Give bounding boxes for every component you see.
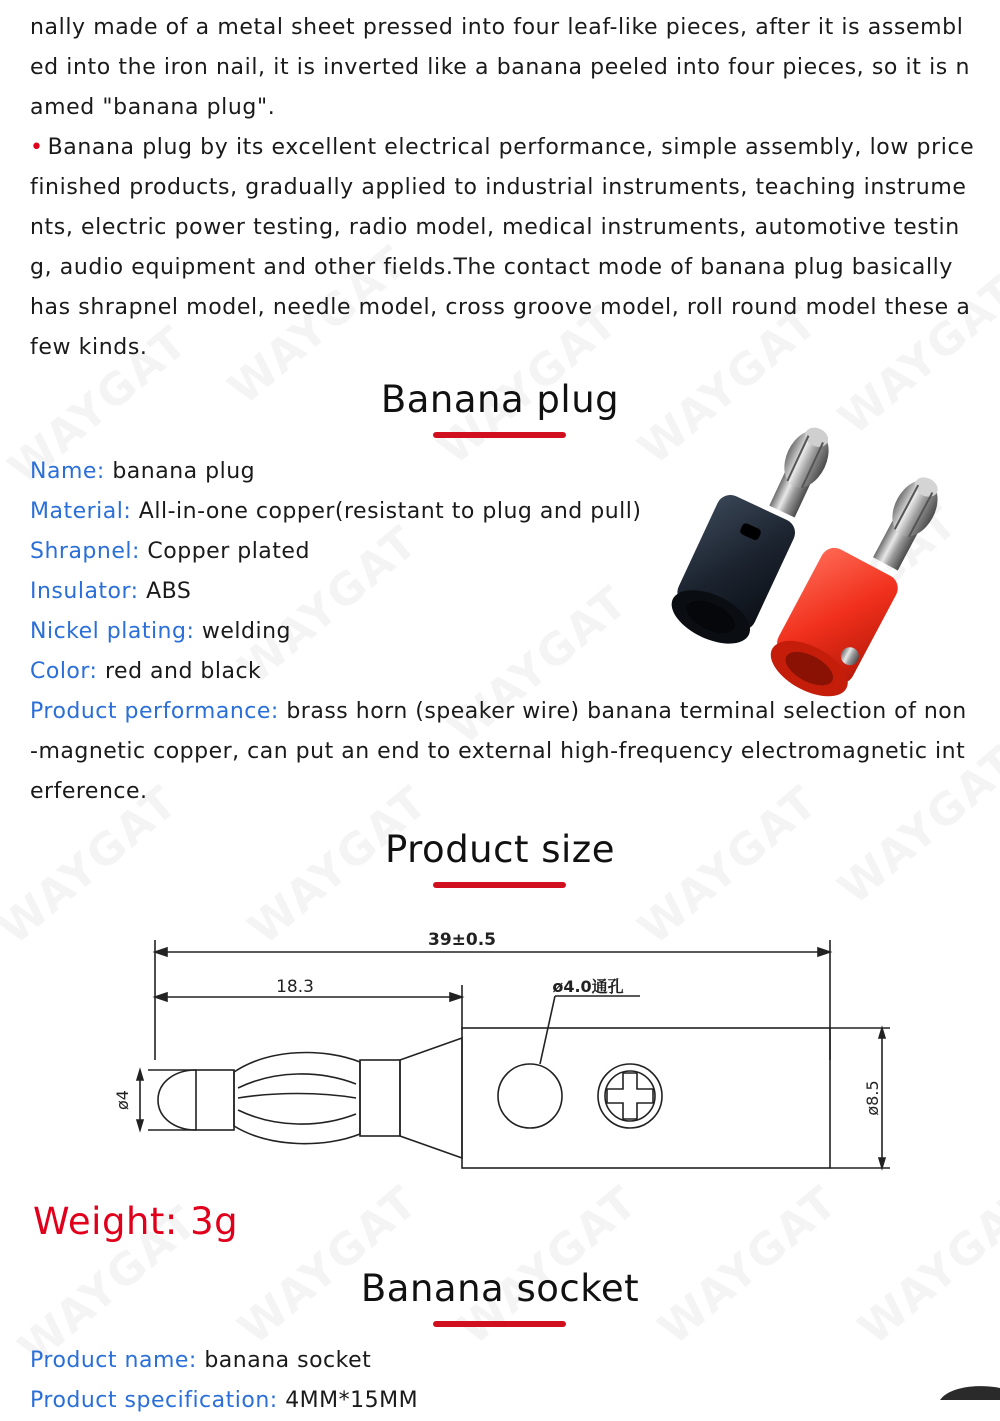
spec-shrapnel: Shrapnel: Copper plated [30, 539, 310, 564]
spec-insulator: Insulator: ABS [30, 579, 192, 604]
spec-material: Material: All-in-one copper(resistant to plug and pull) [30, 499, 642, 524]
spec-name: Name: banana plug [30, 459, 256, 484]
section-title-banana-plug: Banana plug [380, 378, 620, 421]
dim-plug-label: 18.3 [276, 977, 314, 997]
banana-plugs-photo [630, 420, 990, 700]
section-title-product-size: Product size [385, 828, 615, 871]
intro-paragraph-text: Banana plug by its excellent electrical performance, simple assembly, low price finished products, gradually applied to industrial instruments, teaching instruments, electric power testing, radio model, medical instruments, automotive testing, audio equipment and other fields.The contact mode of banana plug basically has shrapnel model, needle model, cross groove model, roll round model these a few kinds. [30, 135, 975, 360]
red-plug-body [762, 543, 903, 700]
spec-nickel-plating: Nickel plating: welding [30, 619, 292, 644]
dim-body-label: ø8.5 [863, 1080, 882, 1116]
dim-hole-label: ø4.0通孔 [552, 977, 624, 996]
heading-underline [433, 432, 566, 438]
spec-product-name: Product name: banana socket [30, 1348, 372, 1373]
dim-tip-label: ø4 [113, 1090, 132, 1110]
section-title-banana-socket: Banana socket [360, 1267, 640, 1310]
intro-paragraph: nally made of a metal sheet pressed into four leaf-like pieces, after it is assembled into the iron nail, it is inverted like a banana peeled into four pieces, so it is named "banana plug". [30, 15, 970, 120]
dim-total-label: 39±0.5 [427, 930, 497, 950]
heading-underline [433, 882, 566, 888]
black-plug-body [663, 490, 799, 654]
black-plug-pin [764, 421, 839, 520]
spec-product-specification: Product specification: 4MM*15MM [30, 1388, 419, 1413]
weight-label: Weight: 3g [33, 1200, 239, 1243]
spec-performance: Product performance: brass horn (speaker wire) banana terminal selection of non-magnetic copper, can put an end to external high-frequency electromagnetic interference. [30, 699, 967, 804]
heading-underline [433, 1321, 566, 1327]
dimension-drawing [100, 920, 920, 1180]
bullet-dot: • [30, 135, 44, 160]
spec-color: Color: red and black [30, 659, 262, 684]
intro-paragraph-bullet [30, 128, 975, 368]
socket-photo-edge [930, 1382, 1000, 1400]
red-plug-pin [868, 470, 948, 574]
